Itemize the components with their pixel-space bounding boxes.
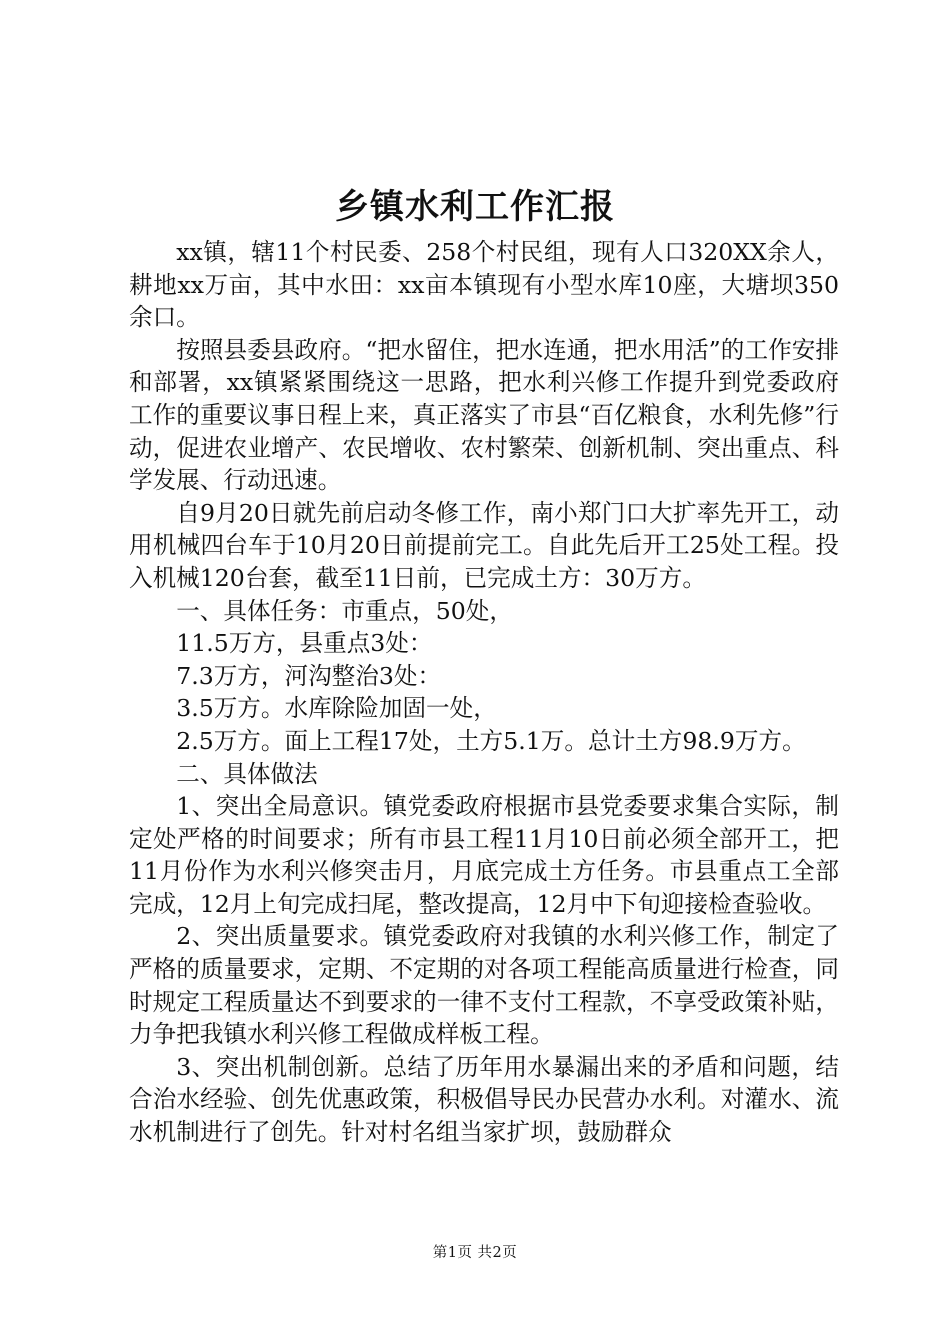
page-footer: 第1页 共2页 [432, 1245, 518, 1261]
paragraph-method-1: 1、突出全局意识。镇党委政府根据市县党委要求集合实际，制定处严格的时间要求；所有市县工程11月10日前必须全部开工，把11月份作为水利兴修突击月，月底完成土方任务。市县重点工全部完成，12月上旬完成扫尾，整改提高，12月中下旬迎接检查验收。 [129, 792, 839, 918]
paragraph-task-heading: 一、具体任务：市重点，50处， [176, 596, 513, 625]
paragraph-task-county: 7.3万方，河沟整治3处： [176, 661, 442, 690]
paragraph-method-2: 2、突出质量要求。镇党委政府对我镇的水利兴修工作，制定了严格的质量要求，定期、不定期的对各项工程能高质量进行检查，同时规定工程质量达不到要求的一律不支付工程款，不享受政策补贴，力争把我镇水利兴修工程做成样板工程。 [129, 922, 839, 1049]
paragraph-method-3: 3、突出机制创新。总结了历年用水暴漏出来的矛盾和问题，结合治水经验、创先优惠政策，积极倡导民办民营办水利。对灌水、流水机制进行了创先。针对村名组当家扩坝，鼓励群众 [129, 1052, 839, 1147]
paragraph-task-river: 3.5万方。水库除险加固一处， [176, 694, 497, 723]
paragraph-task-city: 11.5万方，县重点3处： [176, 629, 433, 658]
paragraph-intro: xx镇，辖11个村民委、258个村民组，现有人口320XX余人，耕地xx万亩，其中水田：xx亩本镇现有小型水库10座，大塘坝350余口。 [129, 238, 839, 332]
document-title: 乡镇水利工作汇报 [335, 187, 615, 227]
paragraph-task-total: 2.5万方。面上工程17处，土方5.1万。总计土方98.9万方。 [176, 726, 806, 755]
paragraph-policy: 按照县委县政府。“把水留住，把水连通，把水用活”的工作安排和部署，xx镇紧紧围绕这一思路，把水利兴修工作提升到党委政府工作的重要议事日程上来，真正落实了市县“百亿粮食，水利先修”行动，促进农业增产、农民增收、农村繁荣、创新机制、突出重点、科学发展、行动迅速。 [129, 335, 839, 495]
paragraph-methods-heading: 二、具体做法 [176, 759, 318, 788]
document-body [129, 236, 839, 1149]
paragraph-progress: 自9月20日就先前启动冬修工作，南小郑门口大扩率先开工，动用机械四台车于10月20日前提前完工。自此先后开工25处工程。投入机械120台套，截至11日前，已完成土方：30万方。 [129, 498, 839, 592]
